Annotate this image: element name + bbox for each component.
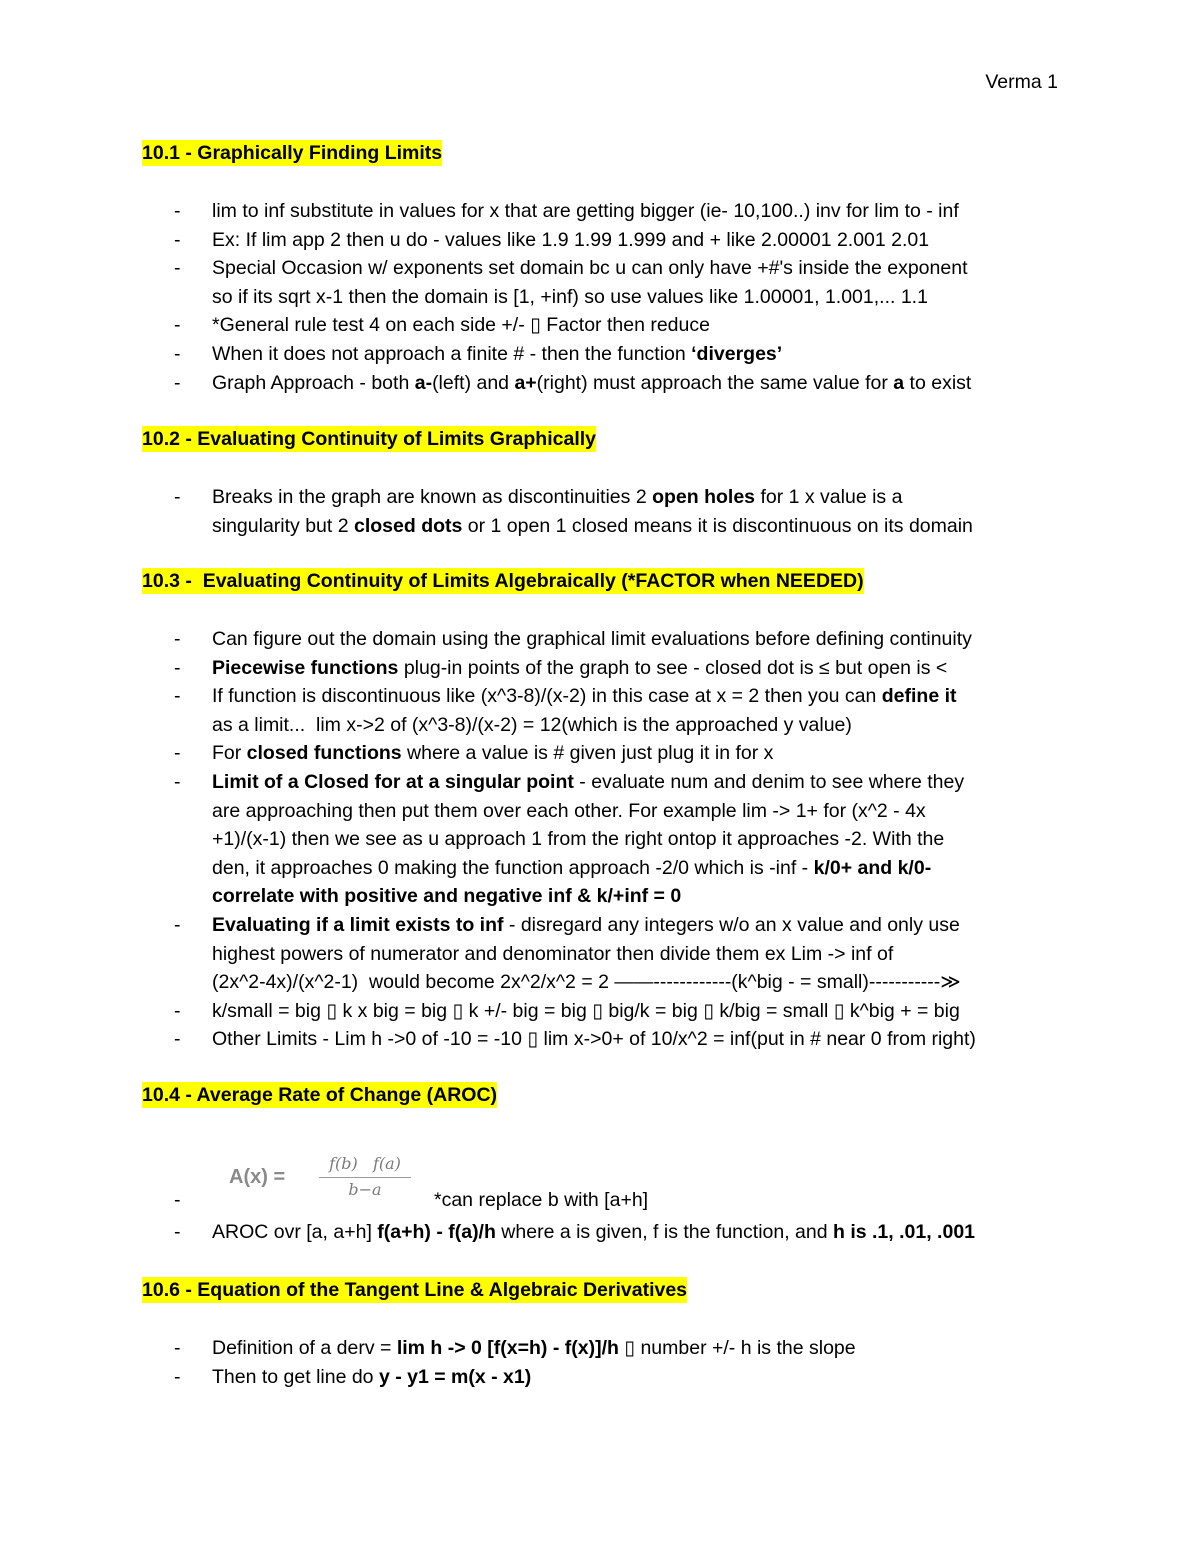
text-run: *General rule test 4 on each side +/- ▯ Factor then reduce	[212, 314, 710, 337]
list-item	[142, 1025, 1072, 1054]
text-run: For	[212, 742, 247, 765]
list-item	[142, 940, 1072, 969]
bold-text: closed dots	[354, 514, 463, 537]
bold-text: f(a+h) - f(a)/h	[377, 1221, 496, 1243]
text-run: If function is discontinuous like (x^3-8)/(x-2) in this case at x = 2 then you can	[212, 685, 882, 708]
formula-fraction	[315, 1152, 415, 1201]
bold-text: correlate with positive and negative inf & k/+inf = 0	[212, 885, 682, 908]
list-item	[142, 197, 1072, 226]
bold-text: ‘diverges’	[691, 342, 783, 365]
bold-text: h is .1, .01, .001	[833, 1221, 976, 1243]
bullet-list	[142, 1334, 1072, 1391]
text-run: Breaks in the graph are known as discontinuities 2	[212, 486, 653, 508]
text-run: lim to inf substitute in values for x that are getting bigger (ie- 10,100..) inv for lim to - inf	[212, 200, 959, 222]
text-run: where a is given, f is the function, and	[495, 1221, 833, 1243]
text-run: Then to get line do	[212, 1365, 379, 1388]
section-10-3	[142, 568, 1072, 1051]
list-item	[142, 254, 1072, 283]
text-run: as a limit... lim x->2 of (x^3-8)/(x-2) = 12(which is the approached y value)	[212, 713, 852, 736]
list-item	[142, 283, 1072, 312]
list-dash: -	[174, 228, 181, 251]
list-dash: -	[174, 257, 181, 280]
list-dash: -	[174, 1365, 181, 1388]
formula-lhs: A(x) =	[229, 1166, 291, 1188]
list-item	[142, 882, 1072, 911]
text-run: number +/- h is the slope	[635, 1337, 856, 1359]
text-run: are approaching then put them over each other. For example lim -> 1+ for (x^2 - 4x	[212, 799, 926, 822]
bold-text: Evaluating if a limit exists to inf	[212, 913, 504, 936]
text-run: or 1 open 1 closed means it is discontinuous on its domain	[462, 514, 973, 537]
list-item	[142, 768, 1072, 797]
bold-text: Piecewise functions	[212, 656, 399, 679]
text-run: - disregard any integers w/o an x value and only use	[503, 913, 960, 936]
list-dash: -	[174, 200, 181, 222]
list-item	[142, 1334, 1072, 1363]
list-item	[142, 997, 1072, 1026]
list-dash: -	[174, 371, 181, 394]
list-dash: -	[174, 742, 181, 765]
text-run: Graph Approach - both	[212, 371, 415, 394]
list-item	[142, 1218, 1072, 1247]
bold-text: lim h -> 0 [f(x=h) - f(x)]/h ▯	[396, 1337, 636, 1359]
bold-text: a-	[414, 371, 433, 394]
list-item	[142, 711, 1072, 740]
bullet-list	[142, 1218, 1072, 1247]
list-dash: -	[174, 1221, 181, 1243]
text-run: to exist	[904, 371, 972, 394]
text-run: +1)/(x-1) then we see as u approach 1 from the right ontop it approaches -2. With the	[212, 828, 945, 851]
list-item	[142, 311, 1072, 340]
list-item	[142, 340, 1072, 369]
text-run: Can figure out the domain using the graphical limit evaluations before defining continuity	[212, 628, 972, 650]
text-run: (left) and	[432, 371, 515, 394]
section-heading: 10.6 - Equation of the Tangent Line & Algebraic Derivatives	[142, 1279, 688, 1301]
text-run: Definition of a derv =	[212, 1337, 397, 1359]
text-run: so if its sqrt x-1 then the domain is [1, +inf) so use values like 1.00001, 1.001,... 1.1	[212, 285, 928, 308]
list-dash: -	[174, 314, 181, 337]
list-dash: -	[174, 1028, 181, 1051]
text-run: (right) must approach the same value for	[536, 371, 894, 394]
aroc-formula-row	[142, 1152, 1072, 1214]
list-item	[142, 968, 1072, 997]
list-item	[142, 854, 1072, 883]
text-run: Ex: If lim app 2 then u do - values like 1.9 1.99 1.999 and + like 2.00001 2.001 2.01	[212, 228, 930, 251]
section-heading: 10.4 - Average Rate of Change (AROC)	[142, 1084, 498, 1106]
bold-text: Limit of a Closed for at a singular point	[212, 770, 574, 793]
bold-text: y - y1 = m(x - x1)	[378, 1365, 532, 1388]
bold-text: k/0+ and k/0-	[813, 856, 932, 879]
bullet-list	[142, 197, 1072, 397]
list-dash: -	[174, 770, 181, 793]
text-run: k/small = big ▯ k x big = big ▯ k +/- big = big ▯ big/k = big ▯ k/big = small ▯ k^big + = big	[212, 999, 960, 1022]
list-dash: -	[174, 1189, 181, 1211]
bold-text: closed functions	[246, 742, 402, 765]
fraction-bar	[319, 1177, 411, 1178]
list-dash: -	[174, 913, 181, 936]
list-dash: -	[174, 1337, 181, 1359]
formula-denominator: b−a	[348, 1180, 382, 1199]
list-item	[142, 512, 1072, 541]
list-item	[142, 911, 1072, 940]
section-10-4	[142, 1082, 1072, 1243]
bold-text: define it	[881, 685, 957, 708]
list-item	[142, 625, 1072, 654]
section-10-2	[142, 426, 1072, 537]
list-item	[142, 483, 1072, 512]
list-item	[142, 682, 1072, 711]
list-item	[142, 825, 1072, 854]
list-item	[142, 797, 1072, 826]
list-dash: -	[174, 486, 181, 508]
bullet-list	[142, 483, 1072, 540]
list-dash: -	[174, 628, 181, 650]
list-item	[142, 226, 1072, 255]
text-run: plug-in points of the graph to see - closed dot is ≤ but open is <	[398, 656, 948, 679]
text-run: den, it approaches 0 making the function approach -2/0 which is -inf -	[212, 856, 814, 879]
section-heading: 10.3 - Evaluating Continuity of Limits Algebraically (*FACTOR when NEEDED)	[142, 570, 864, 592]
text-run: singularity but 2	[212, 514, 354, 537]
page-number: Verma 1	[985, 71, 1058, 93]
text-run: - evaluate num and denim to see where they	[573, 770, 965, 793]
section-heading: 10.2 - Evaluating Continuity of Limits Graphically	[142, 428, 596, 450]
formula-note: *can replace b with [a+h]	[434, 1189, 649, 1211]
list-item	[142, 739, 1072, 768]
list-dash: -	[174, 999, 181, 1022]
list-item	[142, 654, 1072, 683]
list-item	[142, 1363, 1072, 1392]
text-run: Special Occasion w/ exponents set domain bc u can only have +#'s inside the exponent	[212, 257, 968, 280]
text-run: where a value is # given just plug it in for x	[401, 742, 774, 765]
list-dash: -	[174, 342, 181, 365]
list-dash: -	[174, 685, 181, 708]
section-heading: 10.1 - Graphically Finding Limits	[142, 142, 443, 164]
section-10-1	[142, 140, 1072, 394]
bold-text: a+	[514, 371, 537, 394]
text-run: highest powers of numerator and denominator then divide them ex Lim -> inf of	[212, 942, 894, 965]
list-dash: -	[174, 656, 181, 679]
formula-numerator: f(b) f(a)	[329, 1154, 401, 1173]
text-run: AROC ovr [a, a+h]	[212, 1221, 378, 1243]
bold-text: a	[893, 371, 905, 394]
text-run: Other Limits - Lim h ->0 of -10 = -10 ▯ lim x->0+ of 10/x^2 = inf(put in # near 0 from right)	[212, 1028, 976, 1051]
bullet-list	[142, 625, 1072, 1054]
text-run: for 1 x value is a	[755, 486, 903, 508]
text-run: (2x^2-4x)/(x^2-1) would become 2x^2/x^2 = 2 ——------------(k^big - = small)-----------≫	[212, 971, 961, 994]
section-10-6	[142, 1277, 1072, 1388]
list-item	[142, 369, 1072, 398]
text-run: When it does not approach a finite # - then the function	[212, 342, 692, 365]
bold-text: open holes	[652, 486, 756, 508]
